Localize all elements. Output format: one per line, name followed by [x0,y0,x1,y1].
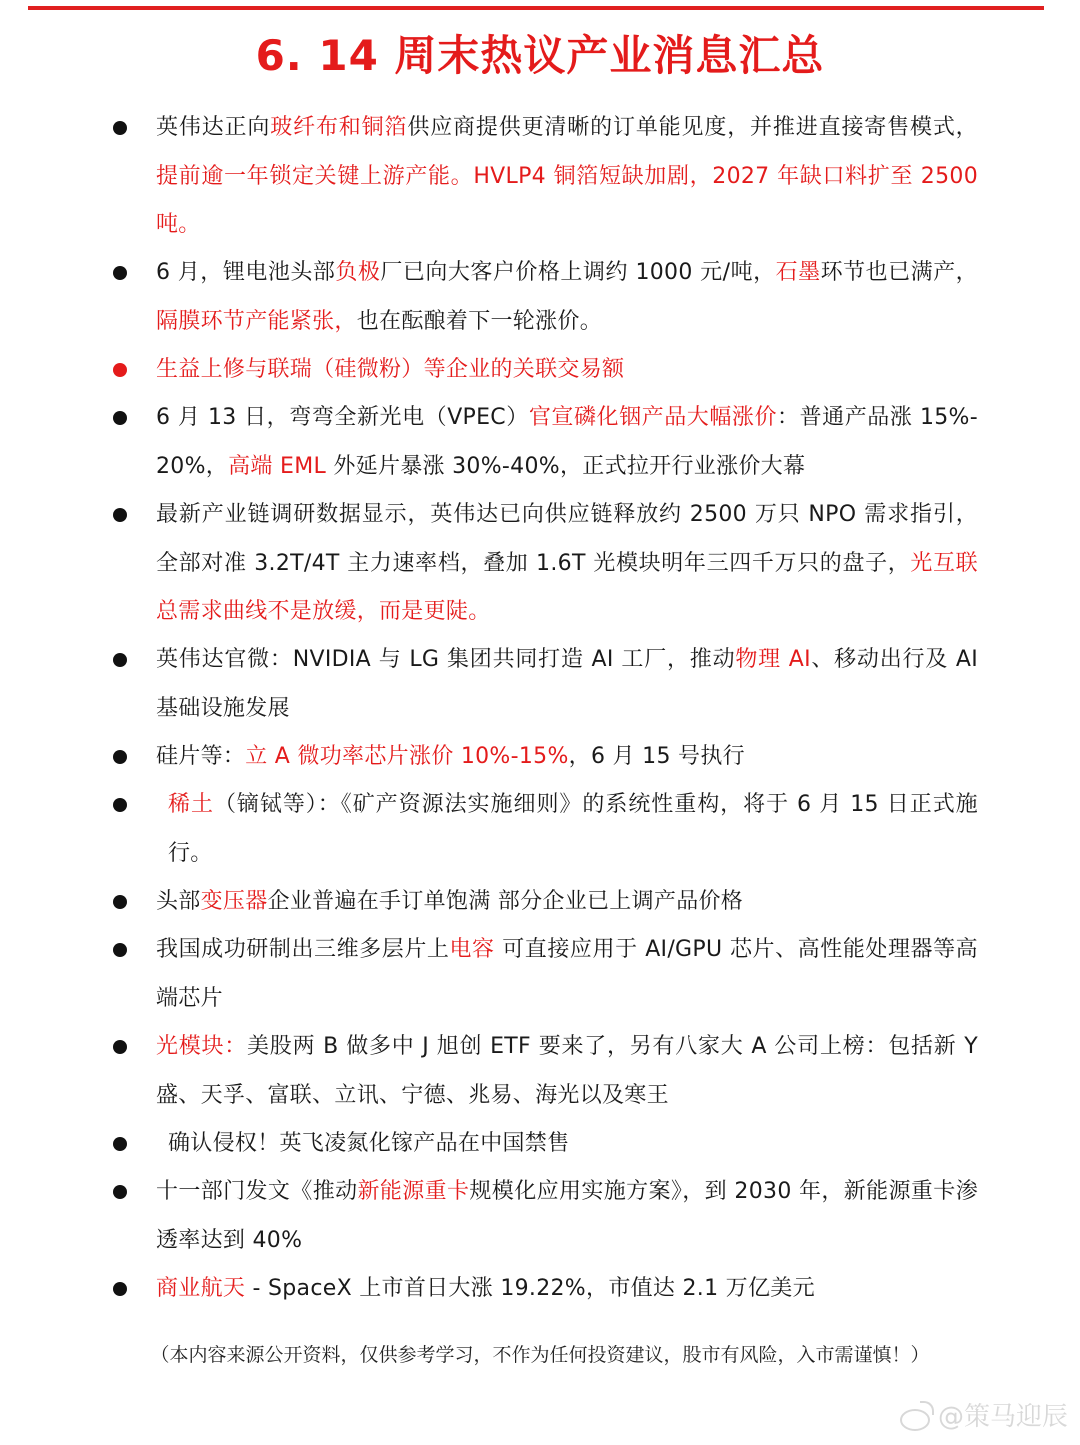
list-item-text [156,104,978,250]
bullet-dot [113,943,127,957]
highlight-text: 提前逾一年锁定关键上游产能。HVLP4 铜箔短缺加剧，2027 年缺口料扩至 2500 吨。 [156,163,978,237]
body-text: 十一部门发文《推动 [156,1179,358,1204]
highlight-text: 石墨 [775,260,821,285]
bullet-dot [113,411,127,425]
highlight-text: 新能源重卡 [357,1179,470,1204]
watermark [898,1396,1068,1433]
list-item-text [168,1120,978,1169]
list-item-text [156,636,978,733]
bullet-dot [113,750,127,764]
bullet-dot [113,1282,127,1296]
disclaimer-footer: （本内容来源公开资料，仅供参考学习，不作为任何投资建议，股市有风险，入市需谨慎！） [150,1344,930,1366]
highlight-text: 变压器 [200,889,268,914]
highlight-text: 光互联总需求曲线不是放缓，而是更陡。 [156,550,978,624]
bullet-dot [113,363,127,377]
bullet-dot [113,1137,127,1151]
list-item-text [156,491,978,637]
body-text: 规模化应用实施方案》，到 2030 年，新能源重卡渗透率达到 40% [156,1179,978,1253]
watermark-text: @策马迎辰 [937,1402,1068,1432]
body-text: 外延片暴涨 30%-40%，正式拉开行业涨价大幕 [326,453,806,479]
highlight-text: 光模块： [156,1034,248,1059]
list-item-text [156,1023,978,1120]
bullet-dot [113,121,127,135]
body-text: ：普通产品涨 15%-20%， [156,405,978,479]
highlight-text: 立 A 微功率芯片涨价 10%-15% [245,744,569,769]
bullet-dot [113,798,127,812]
bullet-dot [113,266,127,280]
body-text: - SpaceX 上市首日大涨 19.22%，市值达 2.1 万亿美元 [245,1276,815,1301]
body-text: 供应商提供更清晰的订单能见度，并推进直接寄售模式， [407,115,978,140]
list-item-text [156,1265,978,1314]
body-text: 确认侵权！英飞凌氮化镓产品在中国禁售 [168,1131,570,1156]
highlight-text: 官宣磷化铟产品大幅涨价 [528,405,778,430]
highlight-text: 负极 [335,260,381,285]
body-text: 环节也已满产， [820,260,978,285]
highlight-text: 稀土 [168,792,214,817]
highlight-text: 商业航天 [156,1276,246,1301]
weibo-logo-icon [898,1401,934,1429]
bullet-dot [113,895,127,909]
list-item-text [156,733,978,782]
list-item-text [156,346,978,395]
highlight-text: 隔膜环节产能紧张， [156,308,357,334]
bullet-dot [113,1185,127,1199]
body-text: 英伟达正向 [156,115,271,140]
body-text: （镝铽等）：《矿产资源法实施细则》的系统性重构，将于 6 月 15 日正式施行。 [168,792,978,866]
bullet-dot [113,1040,127,1054]
list-item-text [168,781,978,878]
body-text: 美股两 B 做多中 J 旭创 ETF 要来了，另有八家大 A 公司上榜：包括新 Y 盛、天孚、富联、立讯、宁德、兆易、海光以及寒王 [156,1034,978,1108]
list-item-text [156,1168,978,1265]
bullet-dot [113,508,127,522]
body-text: 厂已向大客户价格上调约 1000 元/吨， [380,260,776,285]
body-text: 6 月 13 日，弯弯全新光电（VPEC） [156,405,529,430]
page-title: 6. 14 周末热议产业消息汇总 [255,31,825,80]
body-text: 头部 [156,889,201,914]
body-text: ，6 月 15 号执行 [568,744,745,769]
body-text: 英伟达官微：NVIDIA 与 LG 集团共同打造 AI 工厂，推动 [156,647,736,672]
highlight-text: 高端 EML [228,453,327,479]
body-text: 、移动出行及 AI 基础设施发展 [156,647,978,721]
highlight-text: 电容 [449,937,495,962]
body-text: 6 月，锂电池头部 [156,260,336,285]
list-item-text [156,878,978,927]
body-text: 企业普遍在手订单饱满 部分企业已上调产品价格 [267,889,744,914]
body-text: 我国成功研制出三维多层片上 [156,937,450,962]
body-text: 可直接应用于 AI/GPU 芯片、高性能处理器等高端芯片 [156,937,978,1011]
highlight-text: 玻纤布和铜箔 [270,115,408,140]
list-item-text [156,394,978,491]
list-item-text [156,926,978,1023]
bullet-dot [113,653,127,667]
list-item-text [156,249,978,346]
body-text: 最新产业链调研数据显示，英伟达已向供应链释放约 2500 万只 NPO 需求指引，全部对准 3.2T/4T 主力速率档，叠加 1.6T 光模块明年三四千万只的盘子， [156,502,978,576]
highlight-text: 生益上修与联瑞（硅微粉）等企业的关联交易额 [156,357,625,382]
body-text: 也在酝酿着下一轮涨价。 [356,308,603,334]
body-text: 硅片等： [156,744,246,769]
highlight-text: 物理 AI [735,647,811,672]
